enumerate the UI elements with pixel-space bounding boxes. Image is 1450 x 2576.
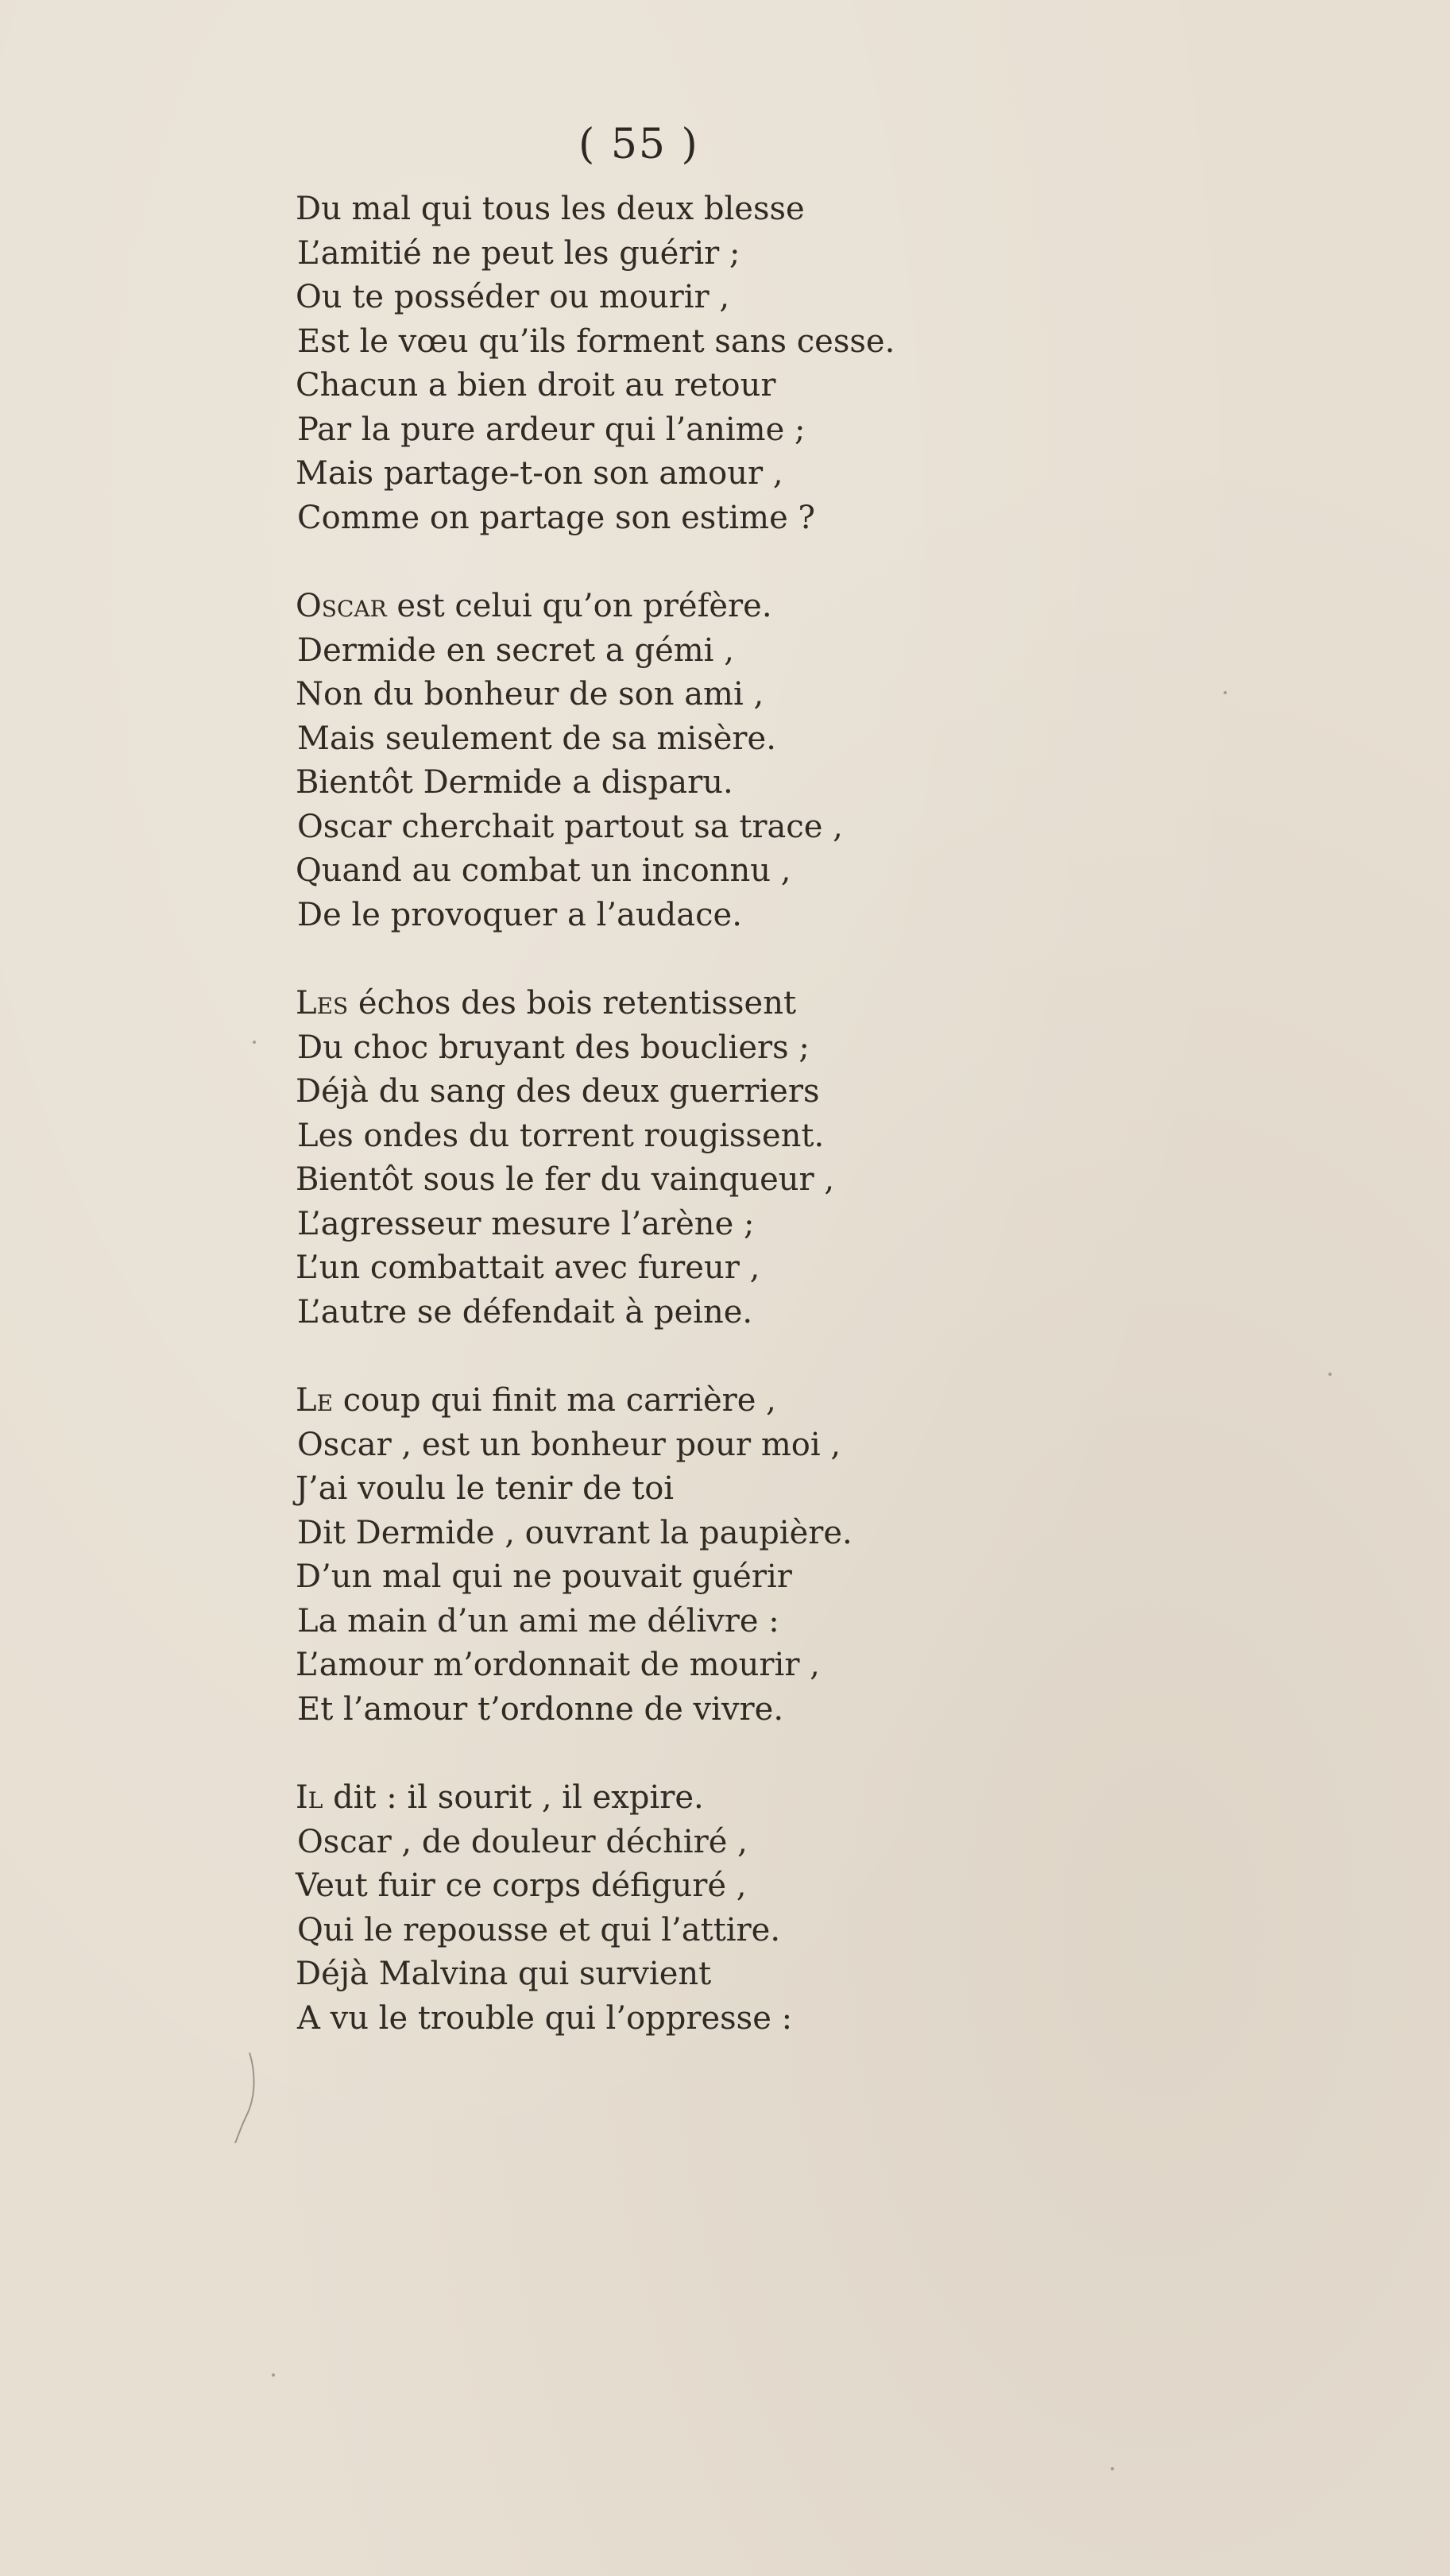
paper-speck <box>1224 691 1227 694</box>
verse-line: Comme on partage son estime ? <box>297 499 815 536</box>
verse-line: Oscar cherchait partout sa trace , <box>297 808 843 845</box>
verse-line: L’un combattait avec fureur , <box>296 1249 760 1286</box>
verse-line: Bientôt Dermide a disparu. <box>296 764 733 801</box>
verse-line: Veut fuir ce corps défiguré , <box>296 1867 747 1904</box>
verse-line: Du choc bruyant des boucliers ; <box>297 1029 810 1066</box>
verse-line: L’amour m’ordonnait de mourir , <box>296 1647 820 1683</box>
verse-line: Ou te posséder ou mourir , <box>296 279 730 315</box>
verse-line: L’agresseur mesure l’arène ; <box>297 1205 755 1242</box>
verse-line: A vu le trouble qui l’oppresse : <box>297 1999 793 2037</box>
verse-line: Et l’amour t’ordonne de vivre. <box>297 1690 784 1728</box>
verse-line: Du mal qui tous les deux blesse <box>296 191 805 227</box>
verse-line: Chacun a bien droit au retour <box>296 367 776 404</box>
verse-line: Qui le repousse et qui l’attire. <box>297 1911 781 1948</box>
verse-line: Dit Dermide , ouvrant la paupière. <box>297 1514 853 1551</box>
verse-line: Dermide en secret a gémi , <box>297 631 734 669</box>
verse-line: Oscar , est un bonheur pour moi , <box>297 1426 841 1463</box>
verse-line: Le coup qui finit ma carrière , <box>296 1382 776 1419</box>
stanza-2 <box>296 585 1185 937</box>
verse-line: L’amitié ne peut les guérir ; <box>297 234 740 272</box>
verse-line: Par la pure ardeur qui l’anime ; <box>297 411 806 448</box>
verse-line: Mais seulement de sa misère. <box>297 720 776 757</box>
stanza-4 <box>296 1379 1185 1732</box>
verse-line: Quand au combat un inconnu , <box>296 852 791 889</box>
paper-speck <box>272 2373 275 2377</box>
verse-line: De le provoquer a l’audace. <box>297 896 742 933</box>
verse-line: L’autre se défendait à peine. <box>297 1293 753 1330</box>
verse-line: Est le vœu qu’ils forment sans cesse. <box>297 322 895 360</box>
pencil-mark <box>232 2049 262 2145</box>
verse-line: D’un mal qui ne pouvait guérir <box>296 1558 792 1595</box>
verse-line: Il dit : il sourit , il expire. <box>296 1779 704 1816</box>
verse-line: Déjà du sang des deux guerriers <box>296 1073 820 1110</box>
paper-speck <box>253 1041 256 1044</box>
verse-line: J’ai voulu le tenir de toi <box>296 1470 675 1507</box>
verse-line: Les échos des bois retentissent <box>296 985 797 1022</box>
verse-line: Bientôt sous le fer du vainqueur , <box>296 1161 835 1198</box>
verse-line: Les ondes du torrent rougissent. <box>297 1117 825 1154</box>
verse-line: Non du bonheur de son ami , <box>296 676 764 713</box>
verse-line: Mais partage-t-on son amour , <box>296 455 783 492</box>
paper-speck <box>1111 2467 1114 2470</box>
verse-line: Oscar , de douleur déchiré , <box>297 1823 748 1860</box>
paper-speck <box>1328 1373 1332 1376</box>
poem <box>296 187 1185 2085</box>
verse-line: Oscar est celui qu’on préfère. <box>296 588 772 624</box>
verse-line: La main d’un ami me délivre : <box>297 1602 779 1639</box>
stanza-5 <box>296 1776 1185 2041</box>
verse-line: Déjà Malvina qui survient <box>296 1956 712 1992</box>
page-number: ( 55 ) <box>578 121 699 168</box>
stanza-1 <box>296 187 1185 540</box>
stanza-3 <box>296 982 1185 1334</box>
